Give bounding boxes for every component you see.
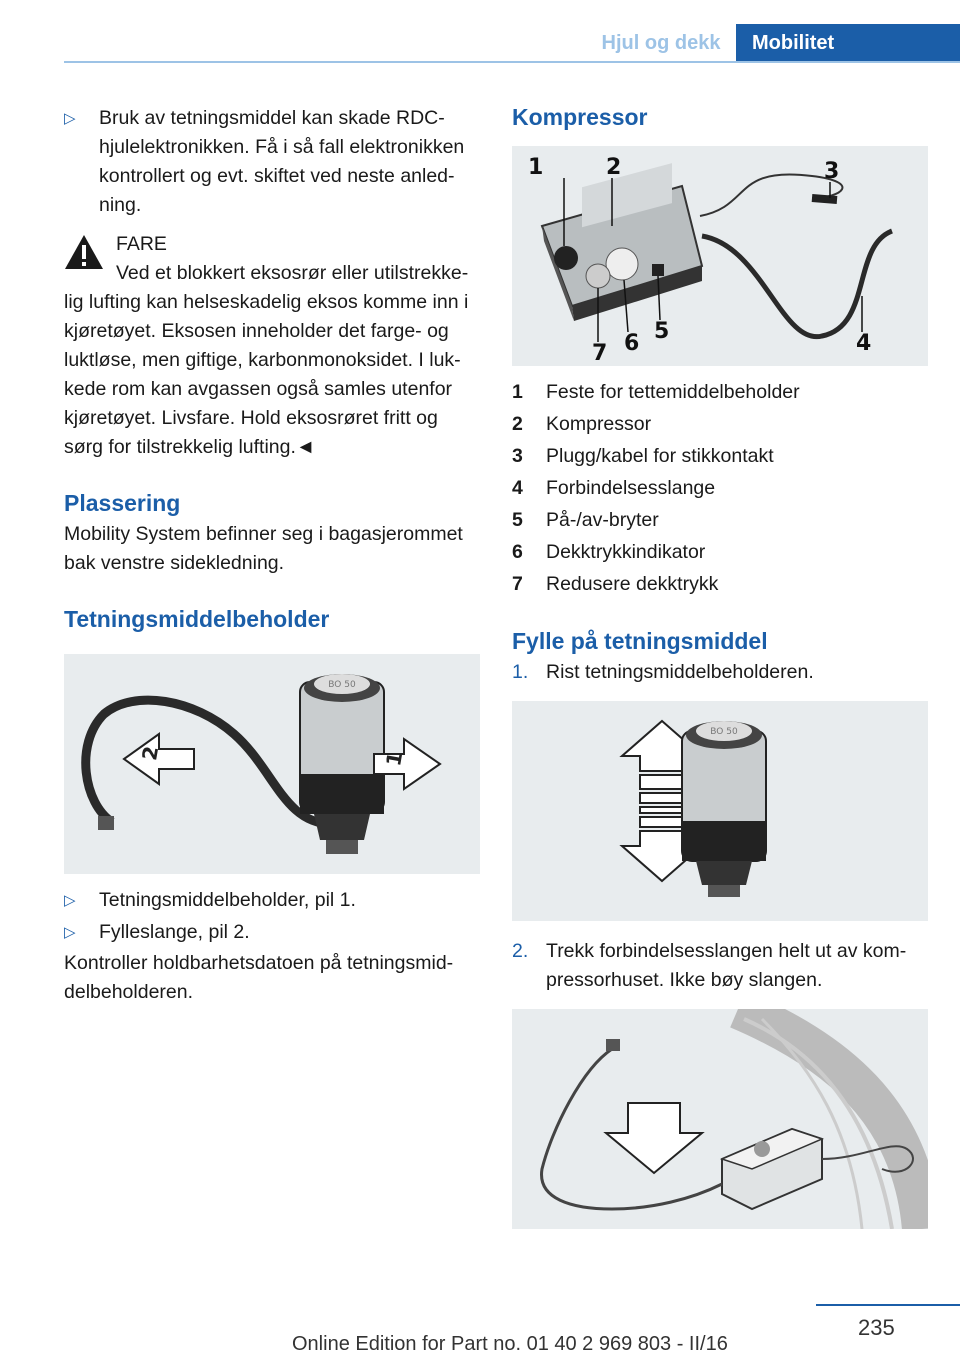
- compressor-legend: [512, 376, 928, 600]
- shake-cap-label: BO 50: [710, 727, 738, 737]
- shake-container-illustration: [512, 701, 928, 921]
- legend-row-2: [512, 408, 928, 440]
- callout-7: 7: [592, 341, 608, 366]
- figure-bullet-2-text: Fylleslange, pil 2.: [99, 921, 250, 943]
- arrow-1-label: 1: [381, 750, 408, 768]
- triangle-bullet-icon: ▷: [64, 892, 76, 909]
- callout-5: 5: [654, 319, 670, 344]
- arrow-2-label: 2: [137, 744, 164, 763]
- shake-figure: [512, 701, 928, 921]
- step-2-number: 2.: [512, 940, 529, 962]
- legend-num: 7: [512, 573, 523, 595]
- legend-row-1: [512, 376, 928, 408]
- check-date-text: Kontroller holdbarhetsdatoen på tetningsmid-delbeholderen.: [64, 952, 454, 1003]
- legend-num: 1: [512, 381, 523, 403]
- page-number: 235: [858, 1315, 895, 1340]
- figure-bullet-1-text: Tetningsmiddelbeholder, pil 1.: [99, 889, 356, 911]
- figure-bullet-1: [64, 886, 480, 915]
- compressor-illustration: [512, 146, 928, 366]
- rdc-bullet: [64, 104, 480, 220]
- legend-row-4: [512, 472, 928, 504]
- plassering-heading: Plassering: [64, 490, 181, 516]
- legend-label: På-/av-bryter: [546, 509, 659, 531]
- step-1: [512, 658, 928, 687]
- legend-row-3: [512, 440, 928, 472]
- container-figure: [64, 654, 480, 874]
- legend-label: Dekktrykkindikator: [546, 541, 706, 563]
- rdc-bullet-text: Bruk av tetningsmiddel kan skade RDC-hjulelektronikken. Få i så fall elektronikken kontrollert og evt. skiftet ved neste anled-ning.: [99, 107, 465, 216]
- header-active-tab: Mobilitet: [736, 24, 960, 62]
- left-column: [64, 98, 480, 1007]
- callout-4: 4: [856, 331, 872, 356]
- header-section-tab: Hjul og dekk: [601, 32, 721, 54]
- step-2: [512, 937, 928, 995]
- hose-extend-illustration: [512, 1009, 928, 1229]
- callout-3: 3: [824, 159, 840, 184]
- legend-num: 6: [512, 541, 523, 563]
- edition-text: Online Edition for Part no. 01 40 2 969 803 - II/16: [292, 1333, 728, 1355]
- legend-row-6: [512, 536, 928, 568]
- hose-figure: [512, 1009, 928, 1229]
- callout-2: 2: [606, 155, 622, 180]
- legend-label: Forbindelsesslange: [546, 477, 716, 499]
- legend-label: Feste for tettemiddelbeholder: [546, 381, 800, 403]
- compressor-figure: [512, 146, 928, 366]
- legend-row-5: [512, 504, 928, 536]
- triangle-bullet-icon: ▷: [64, 110, 76, 127]
- legend-num: 3: [512, 445, 523, 467]
- plassering-text: Mobility System befinner seg i bagasjerommet bak venstre sidekledning.: [64, 523, 463, 574]
- footer-rule: [816, 1304, 960, 1306]
- warning-text: lig lufting kan helseskadelig eksos komme inn i kjøretøyet. Eksosen inneholder det farge- og luktløse, men giftige, karbonmonoksidet. I luk-kede rom kan avgassen også samles utenfor kjøretøyet. Livsfare. Hold eksosrøret fritt og sørg for tilstrekkelig lufting.◄: [64, 291, 469, 458]
- legend-row-7: [512, 568, 928, 600]
- fill-heading: Fylle på tetningsmiddel: [512, 628, 768, 654]
- legend-label: Plugg/kabel for stikkontakt: [546, 445, 774, 467]
- header-rule: [64, 61, 960, 63]
- legend-num: 5: [512, 509, 523, 531]
- figure-bullet-2: [64, 918, 480, 947]
- warning-triangle-icon: [64, 234, 104, 270]
- warning-label: FARE: [116, 233, 167, 255]
- legend-label: Redusere dekktrykk: [546, 573, 719, 595]
- compressor-heading: Kompressor: [512, 104, 648, 130]
- sealant-container-illustration: [64, 654, 480, 874]
- danger-warning: [64, 230, 480, 462]
- container-heading: Tetningsmiddelbeholder: [64, 606, 330, 632]
- right-column: [512, 98, 928, 1229]
- legend-num: 4: [512, 477, 523, 499]
- container-cap-label: BO 50: [328, 680, 356, 690]
- legend-label: Kompressor: [546, 413, 652, 435]
- callout-6: 6: [624, 331, 640, 356]
- step-2-text: Trekk forbindelsesslangen helt ut av kom-pressorhuset. Ikke bøy slangen.: [546, 940, 907, 991]
- warning-line-1: Ved et blokkert eksosrør eller utilstrekke-: [116, 262, 469, 284]
- callout-1: 1: [528, 155, 544, 180]
- triangle-bullet-icon: ▷: [64, 924, 76, 941]
- step-1-text: Rist tetningsmiddelbeholderen.: [546, 661, 814, 683]
- step-1-number: 1.: [512, 661, 529, 683]
- fill-steps: [512, 658, 928, 1229]
- figure-bullets: [64, 886, 480, 947]
- legend-num: 2: [512, 413, 523, 435]
